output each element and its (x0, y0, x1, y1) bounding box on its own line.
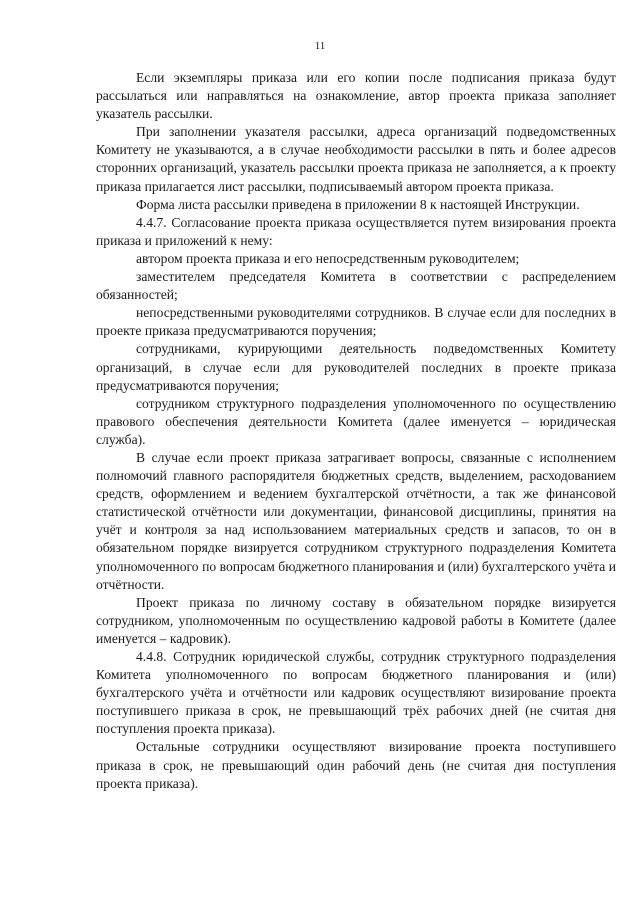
paragraph-distribution-form: Форма листа рассылки приведена в приложении 8 к настоящей Инструкции. (136, 196, 580, 212)
paragraph-personnel-orders: Проект приказа по личному составу в обязательном порядке визируется сотрудником, уполномоченным по осуществлению кадровой работы в Комитете (далее именуется – кадровик). (96, 594, 616, 646)
list-item-author: автором проекта приказа и его непосредственным руководителем; (136, 250, 520, 266)
list-item-legal-service: сотрудником структурного подразделения уполномоченного по осуществлению правового обеспечения деятельности Комитета (далее именуется – юридическая служба). (96, 395, 616, 447)
list-item-supervising-staff: сотрудниками, курирующими деятельность подведомственных Комитету организаций, в случае если для руководителей последних в проекте приказа предусматриваются поручения; (96, 341, 616, 393)
paragraph-section-4-4-7: 4.4.7. Согласование проекта приказа осуществляется путем визирования проекта приказа и приложений к нему: (96, 214, 616, 248)
page-number: 11 (314, 40, 326, 52)
paragraph-budget-accounting: В случае если проект приказа затрагивает вопросы, связанные с исполнением полномочий главного распорядителя бюджетных средств, выделением, расходованием средств, оформлением и ведением бухгалтерской отчётности, а так же финансовой статистической отчётности или документации, финансовой дисциплины, принятия на учёт и контроля за над использованием материальных средств и запасов, то он в обязательном порядке визируется сотрудником структурного подразделения Комитета уполномоченного по вопросам бюджетного планирования и (или) бухгалтерского учёта и отчётности. (96, 449, 616, 592)
document-body (96, 69, 616, 793)
list-item-deputy-chairman: заместителем председателя Комитета в соответствии с распределением обязанностей; (96, 269, 616, 303)
paragraph-distribution-list: Если экземпляры приказа или его копии после подписания приказа будут рассылаться или направляться на ознакомление, автор проекта приказа заполняет указатель рассылки. (96, 70, 616, 122)
paragraph-other-staff-deadline: Остальные сотрудники осуществляют визирование проекта поступившего приказа в срок, не превышающий один рабочий день (не считая дня поступления проекта приказа). (96, 739, 616, 791)
list-item-direct-managers: непосредственными руководителями сотрудников. В случае если для последних в проекте приказа предусматриваются поручения; (96, 305, 616, 339)
paragraph-section-4-4-8: 4.4.8. Сотрудник юридической службы, сотрудник структурного подразделения Комитета уполномоченного по вопросам бюджетного планирования и (или) бухгалтерского учёта и отчётности или кадровик осуществляют визирование проекта поступившего приказа в срок, не превышающий трёх рабочих дней (не считая дня поступления проекта приказа). (96, 649, 616, 737)
paragraph-distribution-rules: При заполнении указателя рассылки, адреса организаций подведомственных Комитету не указываются, а в случае необходимости рассылки в пять и более адресов сторонних организаций, указатель рассылки проекта приказа не заполняется, а к проекту приказа прилагается лист рассылки, подписываемый автором проекта приказа. (96, 124, 616, 194)
